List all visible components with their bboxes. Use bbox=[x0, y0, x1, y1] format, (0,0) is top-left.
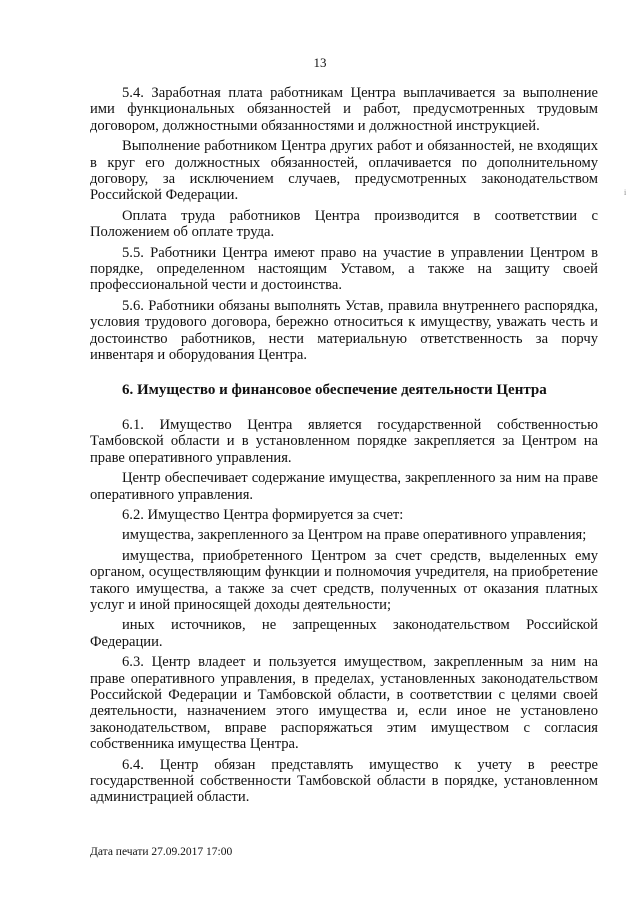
paragraph-6-1: 6.1. Имущество Центра является государственной собственностью Тамбовской области и в установленном порядке закрепляется за Центром на праве оперативного управления. bbox=[90, 416, 598, 466]
page-number: 13 bbox=[313, 55, 327, 70]
paragraph-6-2: 6.2. Имущество Центра формируется за счет: bbox=[122, 506, 404, 523]
paragraph-6-3: 6.3. Центр владеет и пользуется имуществом, закрепленным за ним на праве оперативного управления, в пределах, установленных законодательством Российской Федерации и Тамбовской области, в соответствии с целями своей деятельности, назначением этого имущества и, если иное не установлено законодательством, вправе распоряжаться этим имуществом с согласия собственника имущества Центра. bbox=[90, 654, 598, 753]
paragraph-5-4-other-work: Выполнение работником Центра других работ и обязанностей, не входящих в круг его должностных обязанностей, оплачивается по дополнительному договору, за исключением случаев, предусмотренных законодательством Российской Федерации. bbox=[90, 138, 598, 204]
paragraph-6-2-item-3: иных источников, не запрещенных законодательством Российской Федерации. bbox=[90, 617, 598, 650]
paragraph-6-1-maintenance: Центр обеспечивает содержание имущества, закрепленного за ним на праве оперативного управления. bbox=[90, 470, 598, 503]
paragraph-6-4: 6.4. Центр обязан представлять имущество к учету в реестре государственной собственности Тамбовской области в порядке, установленном администрацией области. bbox=[90, 756, 598, 806]
margin-mark: і bbox=[624, 188, 627, 197]
paragraph-6-2-item-2: имущества, приобретенного Центром за счет средств, выделенных ему органом, осуществляющим функции и полномочия учредителя, на приобретение такого имущества, а также за счет средств, полученных от оказания платных услуг и иной приносящей доходы деятельности; bbox=[90, 547, 598, 613]
paragraph-5-5: 5.5. Работники Центра имеют право на участие в управлении Центром в порядке, определенном настоящим Уставом, а также на защиту своей профессиональной чести и достоинства. bbox=[90, 244, 598, 294]
paragraph-5-4: 5.4. Заработная плата работникам Центра выплачивается за выполнение ими функциональных обязанностей и работ, предусмотренных трудовым договором, должностными обязанностями и должностной инструкцией. bbox=[90, 85, 598, 134]
document-body bbox=[90, 85, 598, 810]
paragraph-6-2-item-1: имущества, закрепленного за Центром на праве оперативного управления; bbox=[122, 527, 587, 544]
print-date-footer: Дата печати 27.09.2017 17:00 bbox=[90, 846, 233, 858]
section-heading: 6. Имущество и финансовое обеспечение деятельности Центра bbox=[122, 381, 547, 398]
paragraph-5-4-pay: Оплата труда работников Центра производится в соответствии с Положением об оплате труда. bbox=[90, 207, 598, 241]
paragraph-5-6: 5.6. Работники обязаны выполнять Устав, правила внутреннего распорядка, условия трудового договора, бережно относиться к имуществу, уважать честь и достоинство работников, нести материальную ответственность за порчу инвентаря и оборудования Центра. bbox=[90, 297, 598, 364]
